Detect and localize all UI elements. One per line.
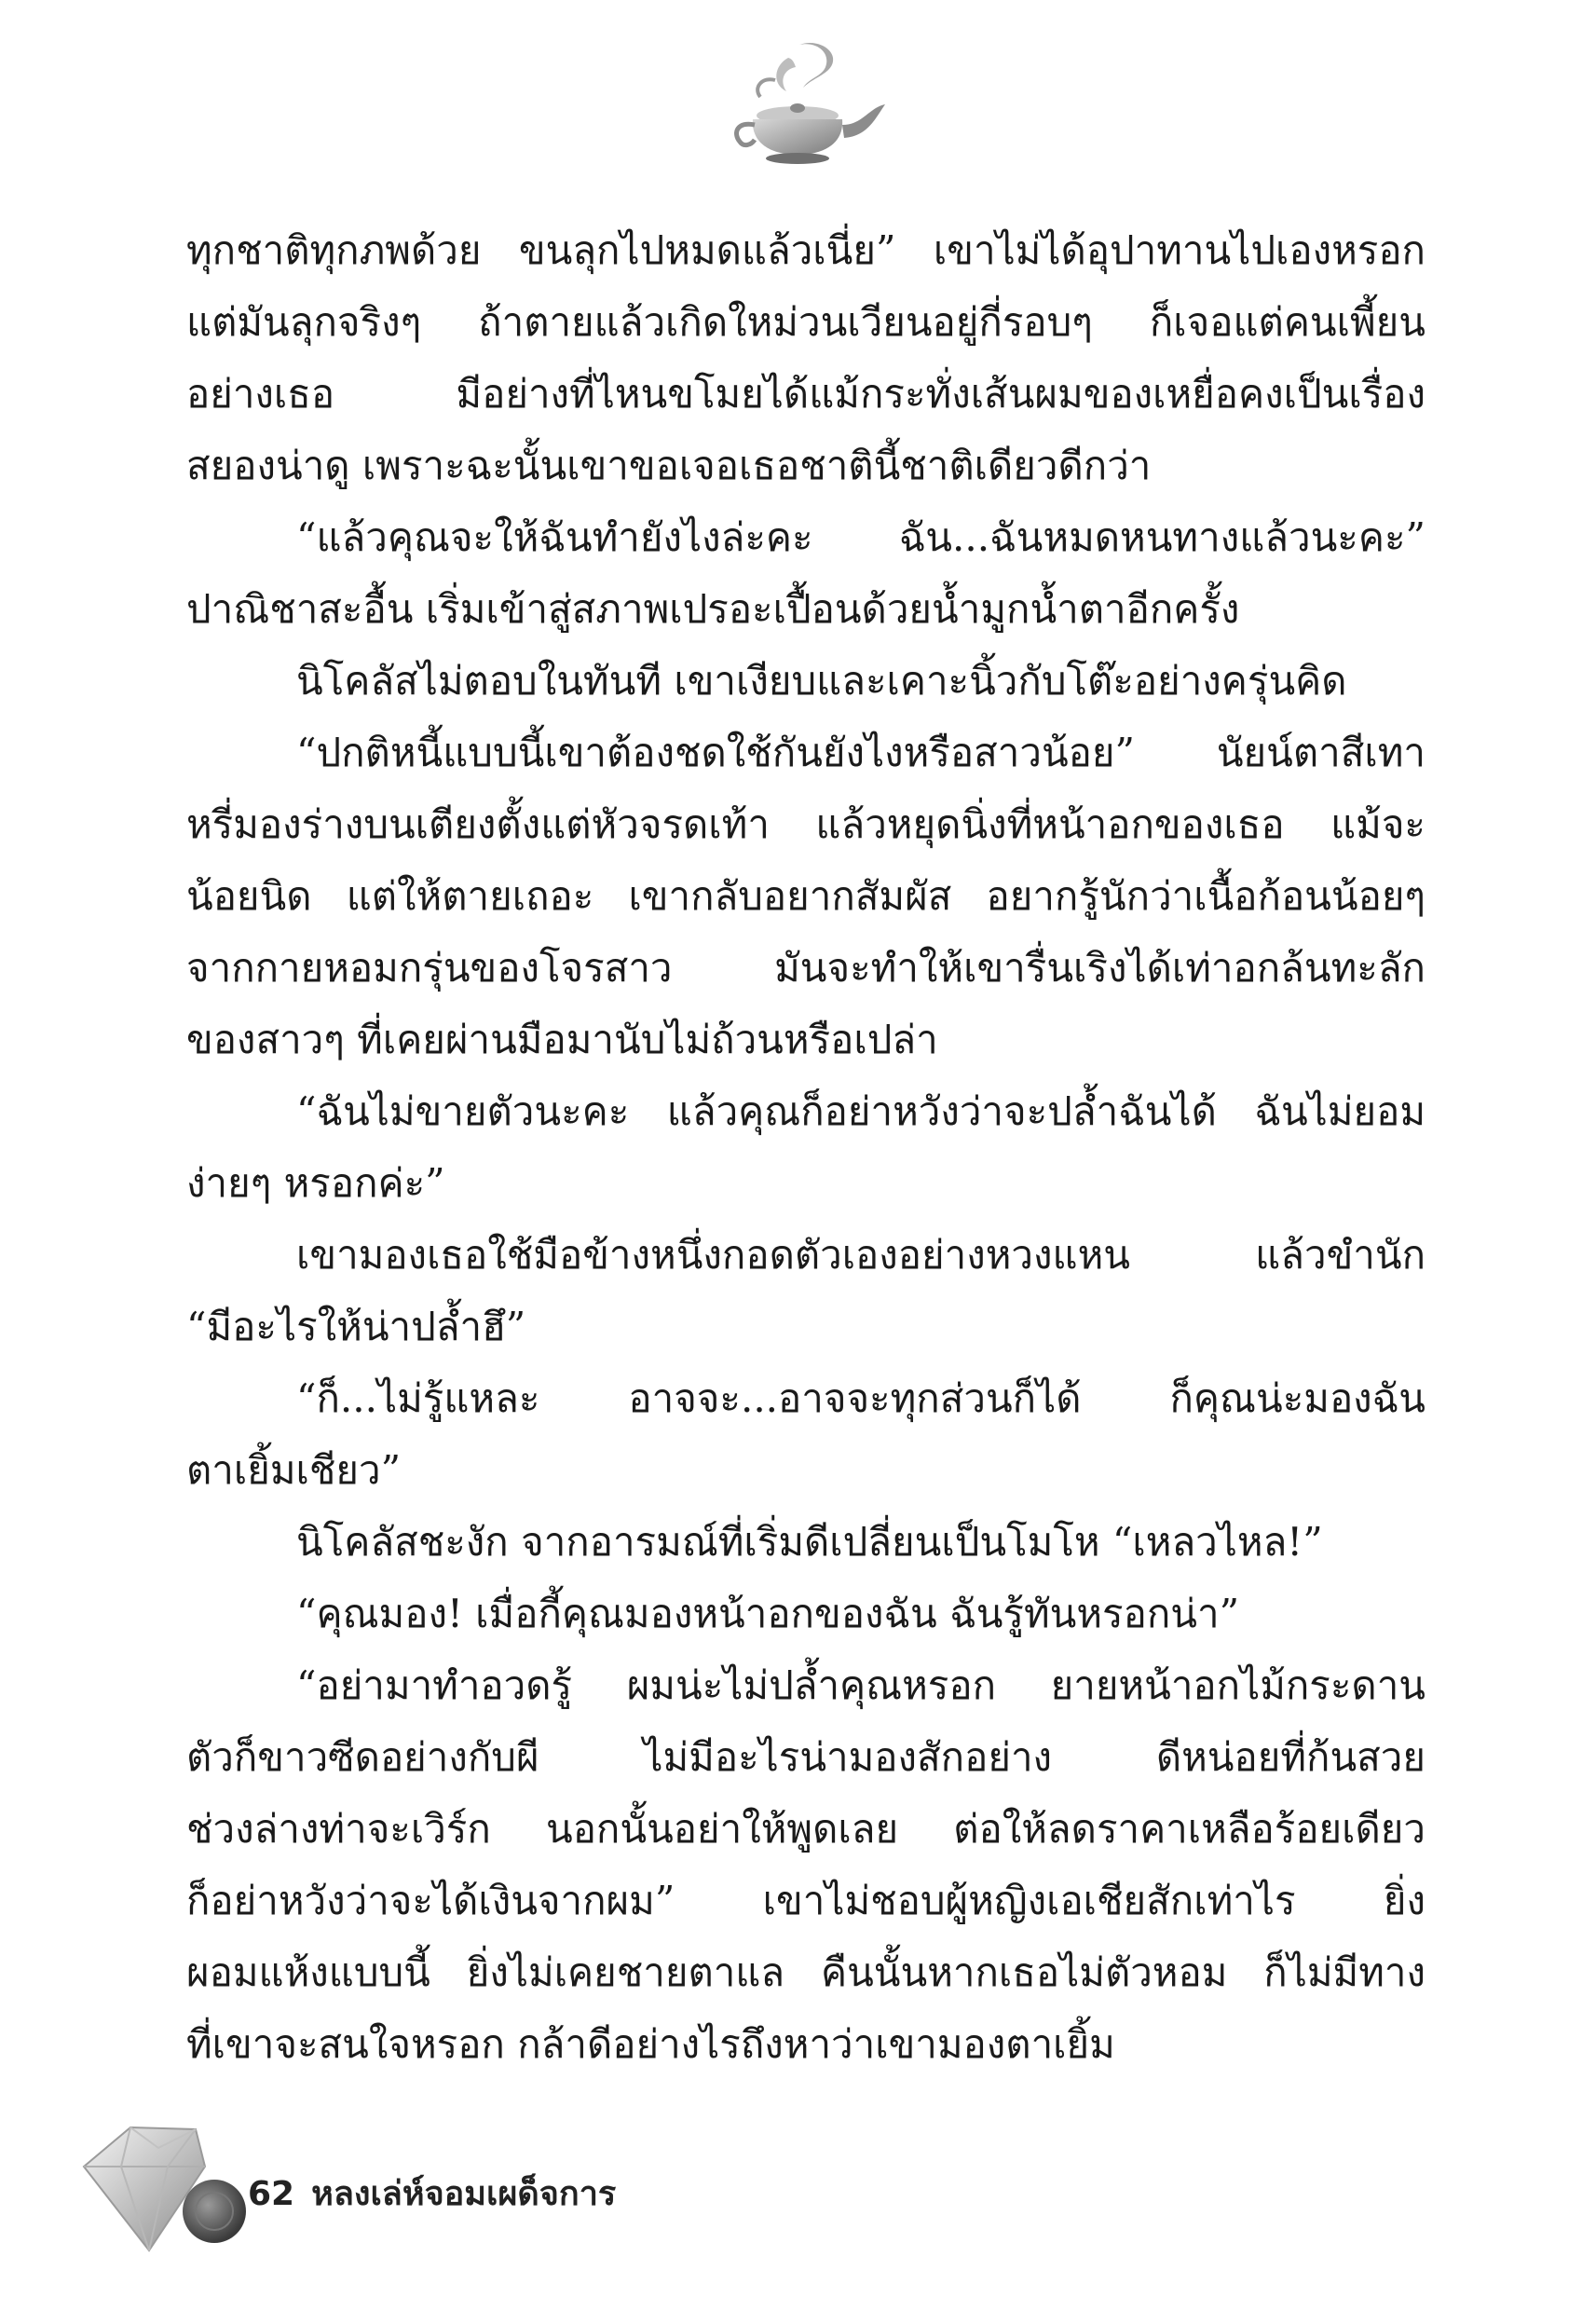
text-line: “มีอะไรให้น่าปล้ำฮึ”: [186, 1304, 526, 1349]
paragraph-3: [186, 645, 1425, 717]
text-line: “ปกติหนี้แบบนี้เขาต้องชดใช้กันยังไงหรือสาวน้อย” นัยน์ตาสีเทา: [296, 730, 1425, 775]
text-line: สยองน่าดู เพราะฉะนั้นเขาขอเจอเธอชาตินี้ชาติเดียวดีกว่า: [186, 443, 1152, 488]
text-line: “คุณมอง! เมื่อกี้คุณมองหน้าอกของฉัน ฉันรู้ทันหรอกน่า”: [296, 1591, 1240, 1636]
paragraph-9: [186, 1578, 1425, 1649]
text-line: “แล้วคุณจะให้ฉันทำยังไงล่ะคะ ฉัน...ฉันหมดหนทางแล้วนะคะ”: [296, 514, 1425, 560]
paragraph-6: [186, 1219, 1425, 1362]
text-line: ของสาวๆ ที่เคยผ่านมือมานับไม่ถ้วนหรือเปล่า: [186, 1017, 938, 1062]
text-line: ที่เขาจะสนใจหรอก กล้าดีอย่างไรถึงหาว่าเขามองตาเยิ้ม: [186, 2021, 1115, 2067]
page-number: 62: [248, 2175, 295, 2213]
text-line: อย่างเธอ มีอย่างที่ไหนขโมยได้แม้กระทั่งเส้นผมของเหยื่อคงเป็นเรื่อง: [186, 371, 1425, 417]
text-line: หรี่มองร่างบนเตียงตั้งแต่หัวจรดเท้า แล้วหยุดนิ่งที่หน้าอกของเธอ แม้จะ: [186, 801, 1425, 847]
paragraph-5: [186, 1075, 1425, 1219]
text-line: “อย่ามาทำอวดรู้ ผมน่ะไม่ปล้ำคุณหรอก ยายหน้าอกไม้กระดาน: [296, 1662, 1425, 1708]
paragraph-7: [186, 1362, 1425, 1506]
text-line: ปาณิชาสะอื้น เริ่มเข้าสู่สภาพเปรอะเปื้อนด้วยน้ำมูกน้ำตาอีกครั้ง: [186, 586, 1240, 632]
text-line: ช่วงล่างท่าจะเวิร์ก นอกนั้นอย่าให้พูดเลย ต่อให้ลดราคาเหลือร้อยเดียว: [186, 1806, 1425, 1852]
story-text: [186, 214, 1425, 2080]
diamond-icon: [65, 2101, 252, 2260]
text-line: ทุกชาติทุกภพด้วย ขนลุกไปหมดแล้วเนี่ย” เขาไม่ได้อุปาทานไปเองหรอก: [186, 227, 1425, 273]
paragraph-2: [186, 501, 1425, 645]
paragraph-1: [186, 214, 1425, 501]
paragraph-4: [186, 717, 1425, 1075]
page-footer: [65, 2101, 904, 2260]
text-line: นิโคลัสไม่ตอบในทันที เขาเงียบและเคาะนิ้วกับโต๊ะอย่างครุ่นคิด: [296, 658, 1347, 704]
text-line: เขามองเธอใช้มือข้างหนึ่งกอดตัวเองอย่างหวงแหน แล้วขำนัก: [296, 1232, 1425, 1278]
footer-caption: [248, 2167, 616, 2220]
paragraph-8: [186, 1506, 1425, 1578]
text-line: จากกายหอมกรุ่นของโจรสาว มันจะทำให้เขารื่นเริงได้เท่าอกล้นทะลัก: [186, 945, 1425, 991]
text-line: แต่มันลุกจริงๆ ถ้าตายแล้วเกิดใหม่วนเวียนอยู่กี่รอบๆ ก็เจอแต่คนเพี้ยน: [186, 299, 1425, 345]
text-line: ตัวก็ขาวซีดอย่างกับผี ไม่มีอะไรน่ามองสักอย่าง ดีหน่อยที่ก้นสวย: [186, 1734, 1425, 1780]
text-line: ง่ายๆ หรอกค่ะ”: [186, 1160, 445, 1206]
book-title: หลงเล่ห์จอมเผด็จการ: [311, 2175, 617, 2213]
text-line: ก็อย่าหวังว่าจะได้เงินจากผม” เขาไม่ชอบผู้หญิงเอเชียสักเท่าไร ยิ่ง: [186, 1878, 1425, 1923]
text-line: น้อยนิด แต่ให้ตายเถอะ เขากลับอยากสัมผัส อยากรู้นักว่าเนื้อก้อนน้อยๆ: [186, 873, 1425, 919]
text-line: “ก็...ไม่รู้แหละ อาจจะ...อาจจะทุกส่วนก็ได้ ก็คุณน่ะมองฉัน: [296, 1375, 1425, 1421]
text-line: “ฉันไม่ขายตัวนะคะ แล้วคุณก็อย่าหวังว่าจะปล้ำฉันได้ ฉันไม่ยอม: [296, 1088, 1425, 1134]
text-line: ตาเยิ้มเชียว”: [186, 1447, 402, 1493]
genie-lamp-icon: [686, 39, 909, 170]
text-line: ผอมแห้งแบบนี้ ยิ่งไม่เคยชายตาแล คืนนั้นหากเธอไม่ตัวหอม ก็ไม่มีทาง: [186, 1949, 1425, 1995]
paragraph-10: [186, 1649, 1425, 2080]
text-line: นิโคลัสชะงัก จากอารมณ์ที่เริ่มดีเปลี่ยนเป็นโมโห “เหลวไหล!”: [296, 1519, 1323, 1565]
